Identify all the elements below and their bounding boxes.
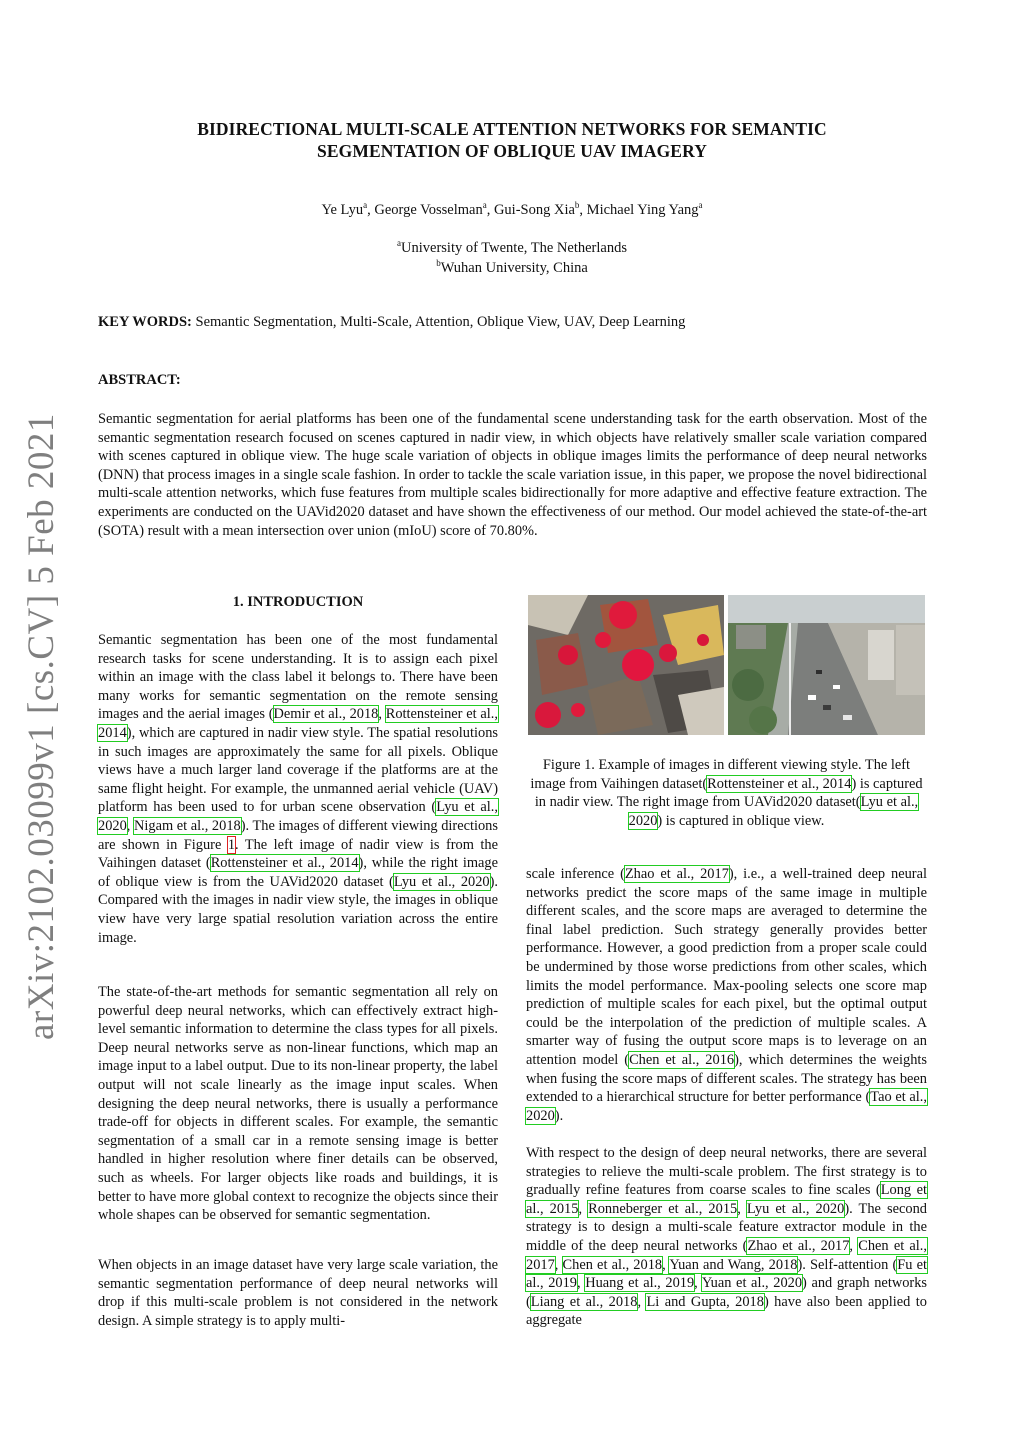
text-run: ), which determines the weights when fusing the score maps of different scales. The strategy has been extended to a hierarchical structure for better performance ( — [526, 1051, 928, 1106]
text-run: The state-of-the-art methods for semantic segmentation all rely on powerful deep neural networks, which can effectively extract high-level semantic information to determine the class types for all pixels. Deep neural networks serve as non-linear functions, which map an image input to a label output. Due to its non-linear property, the label output will not scale linearly as the image input scales. When designing the deep neural networks, there is usually a performance trade-off for objects in different scales. For example, the semantic segmentation of a small car in a remote sensing image is better handled in higher resolution where finer details can be observed, such as wheels. For larger objects like roads and buildings, it is better to have more global context to recognize the objects since their whole shapes can be observed for semantic segmentation. — [98, 984, 498, 1224]
affiliations — [100, 238, 924, 278]
oblique-uav-picture — [728, 595, 925, 735]
text-run: , — [849, 1237, 859, 1254]
abstract-body: Semantic segmentation for aerial platforms has been one of the fundamental scene understanding task for the earth observation. Most of the semantic segmentation research focused on scenes captured in nadir view, in which objects have relatively smaller scale variation compared with scenes captured in oblique view. The huge scale variation of objects in oblique images limits the performance of deep neural networks (DNN) that process images in a single scale fashion. In order to tackle the scale variation issue, in this paper, we propose the novel bidirectional multi-scale attention networks, which fuse features from multiple scales bidirectionally for more adaptive and effective feature extraction. The experiments are conducted on the UAVid2020 dataset and have shown the effectiveness of our method. Our model achieved the state-of-the-art (SOTA) result with a mean intersection over union (mIoU) score of 70.80%. — [98, 411, 927, 539]
citation-link[interactable]: Demir et al., 2018 — [273, 706, 379, 723]
author: Michael Ying Yang$^a$ — [586, 200, 703, 218]
section-heading: 1. INTRODUCTION — [232, 594, 364, 610]
citation-link[interactable]: Rottensteiner et al., 2014 — [98, 706, 498, 741]
text-run: ). The second strategy is to design a multi-scale feature extractor module in the middle of the deep neural networks ( — [526, 1200, 927, 1254]
text-run: , — [554, 1256, 563, 1273]
citation-link[interactable]: Zhao et al., 2017 — [747, 1237, 850, 1254]
text-run: scale inference ( — [526, 866, 625, 882]
citation-link[interactable]: Long et al., 2015 — [526, 1182, 927, 1217]
citation-link[interactable]: Chen et al., 2018 — [562, 1256, 663, 1273]
figure-reference-link[interactable]: 1 — [227, 836, 236, 853]
intro-paragraph-3 — [98, 1256, 498, 1330]
text-run: ), i.e., a well-trained deep neural networks predict the score maps of the same image in multiple different scales, and the score maps are averaged to determine the final label prediction. Such strategy generally provides better performance. However, a good prediction from a proper scale could be undermined by those worse predictions from other scales, which limits the model performance. Max-pooling selects one score map prediction of multiple scales for each pixel, but the optimal output could be the interpolation of the prediction of multiple scales. A smarter way of fusing the output score maps is to leverage on an attention model ( — [526, 866, 927, 1068]
citation-link[interactable]: Huang et al., 2019 — [585, 1275, 695, 1292]
text-run: ). Compared with the images in nadir view style, the images in oblique view have very large spatial resolution variation across the entire image. — [98, 873, 498, 946]
affiliation-b: $^b$Wuhan University, China — [436, 258, 588, 276]
right-paragraph-2 — [526, 1144, 927, 1330]
text-run: , — [662, 1256, 670, 1273]
citation-link[interactable]: Chen et al., 2017 — [526, 1237, 927, 1273]
text-run: , — [576, 1275, 586, 1292]
figure-oblique-image — [728, 595, 925, 735]
citation-link[interactable]: Tao et al., 2020 — [526, 1089, 928, 1124]
text-run: ) have also been applied to aggregate — [526, 1293, 927, 1329]
citation-link[interactable]: Lyu et al., 2020 — [393, 873, 490, 890]
text-run: . The left image of nadir view is from the Vaihingen dataset ( — [98, 836, 498, 872]
text-run: ), while the right image of oblique view is from the UAVid2020 dataset ( — [98, 855, 498, 890]
nadir-aerial-picture — [528, 595, 724, 735]
title-line-1: BIDIRECTIONAL MULTI-SCALE ATTENTION NETWORKS FOR SEMANTIC — [197, 119, 827, 139]
author-list — [100, 202, 924, 219]
paper-title — [100, 118, 924, 162]
citation-link[interactable]: Li and Gupta, 2018 — [646, 1293, 764, 1310]
text-run: Semantic segmentation has been one of the most fundamental research tasks for scene understanding. It is to assign each pixel within an image with the class label it belongs to. There have been many works for semantic segmentation on the remote sensing images and the aerial images ( — [98, 632, 498, 723]
citation-link[interactable]: Ronneberger et al., 2015 — [588, 1200, 738, 1217]
author: Ye Lyu$^a$, — [321, 200, 375, 218]
text-run: , — [578, 1200, 589, 1217]
text-run: When objects in an image dataset have very large scale variation, the semantic segmentation performance of deep neural networks will drop if this multi-scale problem is not considered in the network design. A simple strategy is to apply multi- — [98, 1257, 498, 1329]
citation-link[interactable]: Lyu et al., 2020 — [628, 794, 919, 829]
text-run: , — [378, 706, 386, 723]
text-run: ). Self-attention ( — [797, 1256, 898, 1273]
text-run: ), which are captured in nadir view style. The spatial resolutions in such images are approximately the same for all pixels. Oblique views have a much larger land coverage if the platforms are at the same flight height. For example, the unmanned aerial vehicle (UAV) platform has been used to for urban scene observation ( — [98, 724, 498, 816]
figure-nadir-image — [528, 595, 724, 735]
figure-caption — [526, 756, 927, 830]
author: George Vosselman$^a$, — [374, 200, 494, 218]
text-run: , — [126, 817, 134, 834]
citation-link[interactable]: Yuan et al., 2020 — [701, 1275, 803, 1292]
citation-link[interactable]: Lyu et al., 2020 — [98, 799, 498, 834]
right-paragraph-1 — [526, 865, 927, 1125]
author: Gui-Song Xia$^b$, — [493, 200, 587, 218]
text-run: With respect to the design of deep neural networks, there are several strategies to relieve the multi-scale problem. The first strategy is to gradually refine features from coarse scales to fine scales ( — [526, 1145, 927, 1199]
citation-link[interactable]: Liang et al., 2018 — [530, 1293, 638, 1310]
keywords-label: KEY WORDS: — [98, 314, 192, 330]
keywords — [98, 314, 928, 331]
text-run: , — [694, 1275, 702, 1292]
keywords-text: Semantic Segmentation, Multi-Scale, Attention, Oblique View, UAV, Deep Learning — [191, 314, 686, 330]
citation-link[interactable]: Chen et al., 2016 — [629, 1051, 735, 1068]
text-run: ) and graph networks ( — [526, 1275, 927, 1310]
title-line-2: SEGMENTATION OF OBLIQUE UAV IMAGERY — [317, 141, 707, 161]
text-run: Figure 1. Example of images in different viewing style. The left image from Vaihingen dataset( — [530, 757, 911, 792]
citation-link[interactable]: Rottensteiner et al., 2014 — [707, 775, 852, 792]
arxiv-stamp: arXiv:2102.03099v1 [cs.CV] 5 Feb 2021 — [21, 413, 62, 1040]
text-run: ). The images of different viewing directions are shown in Figure — [98, 817, 498, 853]
intro-paragraph-2 — [98, 983, 498, 1225]
abstract-heading: ABSTRACT: — [98, 372, 181, 388]
affiliation-a: $^a$University of Twente, The Netherlands — [397, 238, 627, 256]
citation-link[interactable]: Lyu et al., 2020 — [746, 1200, 845, 1217]
citation-link[interactable]: Rottensteiner et al., 2014 — [210, 855, 359, 872]
text-run: ) is captured in oblique view. — [657, 812, 825, 829]
intro-paragraph-1 — [98, 631, 498, 947]
citation-link[interactable]: Zhao et al., 2017 — [624, 866, 729, 882]
text-run: ) is captured in nadir view. The right image from UAVid2020 dataset( — [534, 775, 923, 811]
citation-link[interactable]: Nigam et al., 2018 — [133, 817, 241, 834]
citation-link[interactable]: Fu et al., 2019 — [526, 1256, 927, 1292]
text-run: , — [737, 1200, 747, 1217]
citation-link[interactable]: Yuan and Wang, 2018 — [669, 1256, 798, 1273]
text-run: , — [637, 1293, 647, 1310]
text-run: ). — [554, 1107, 564, 1124]
